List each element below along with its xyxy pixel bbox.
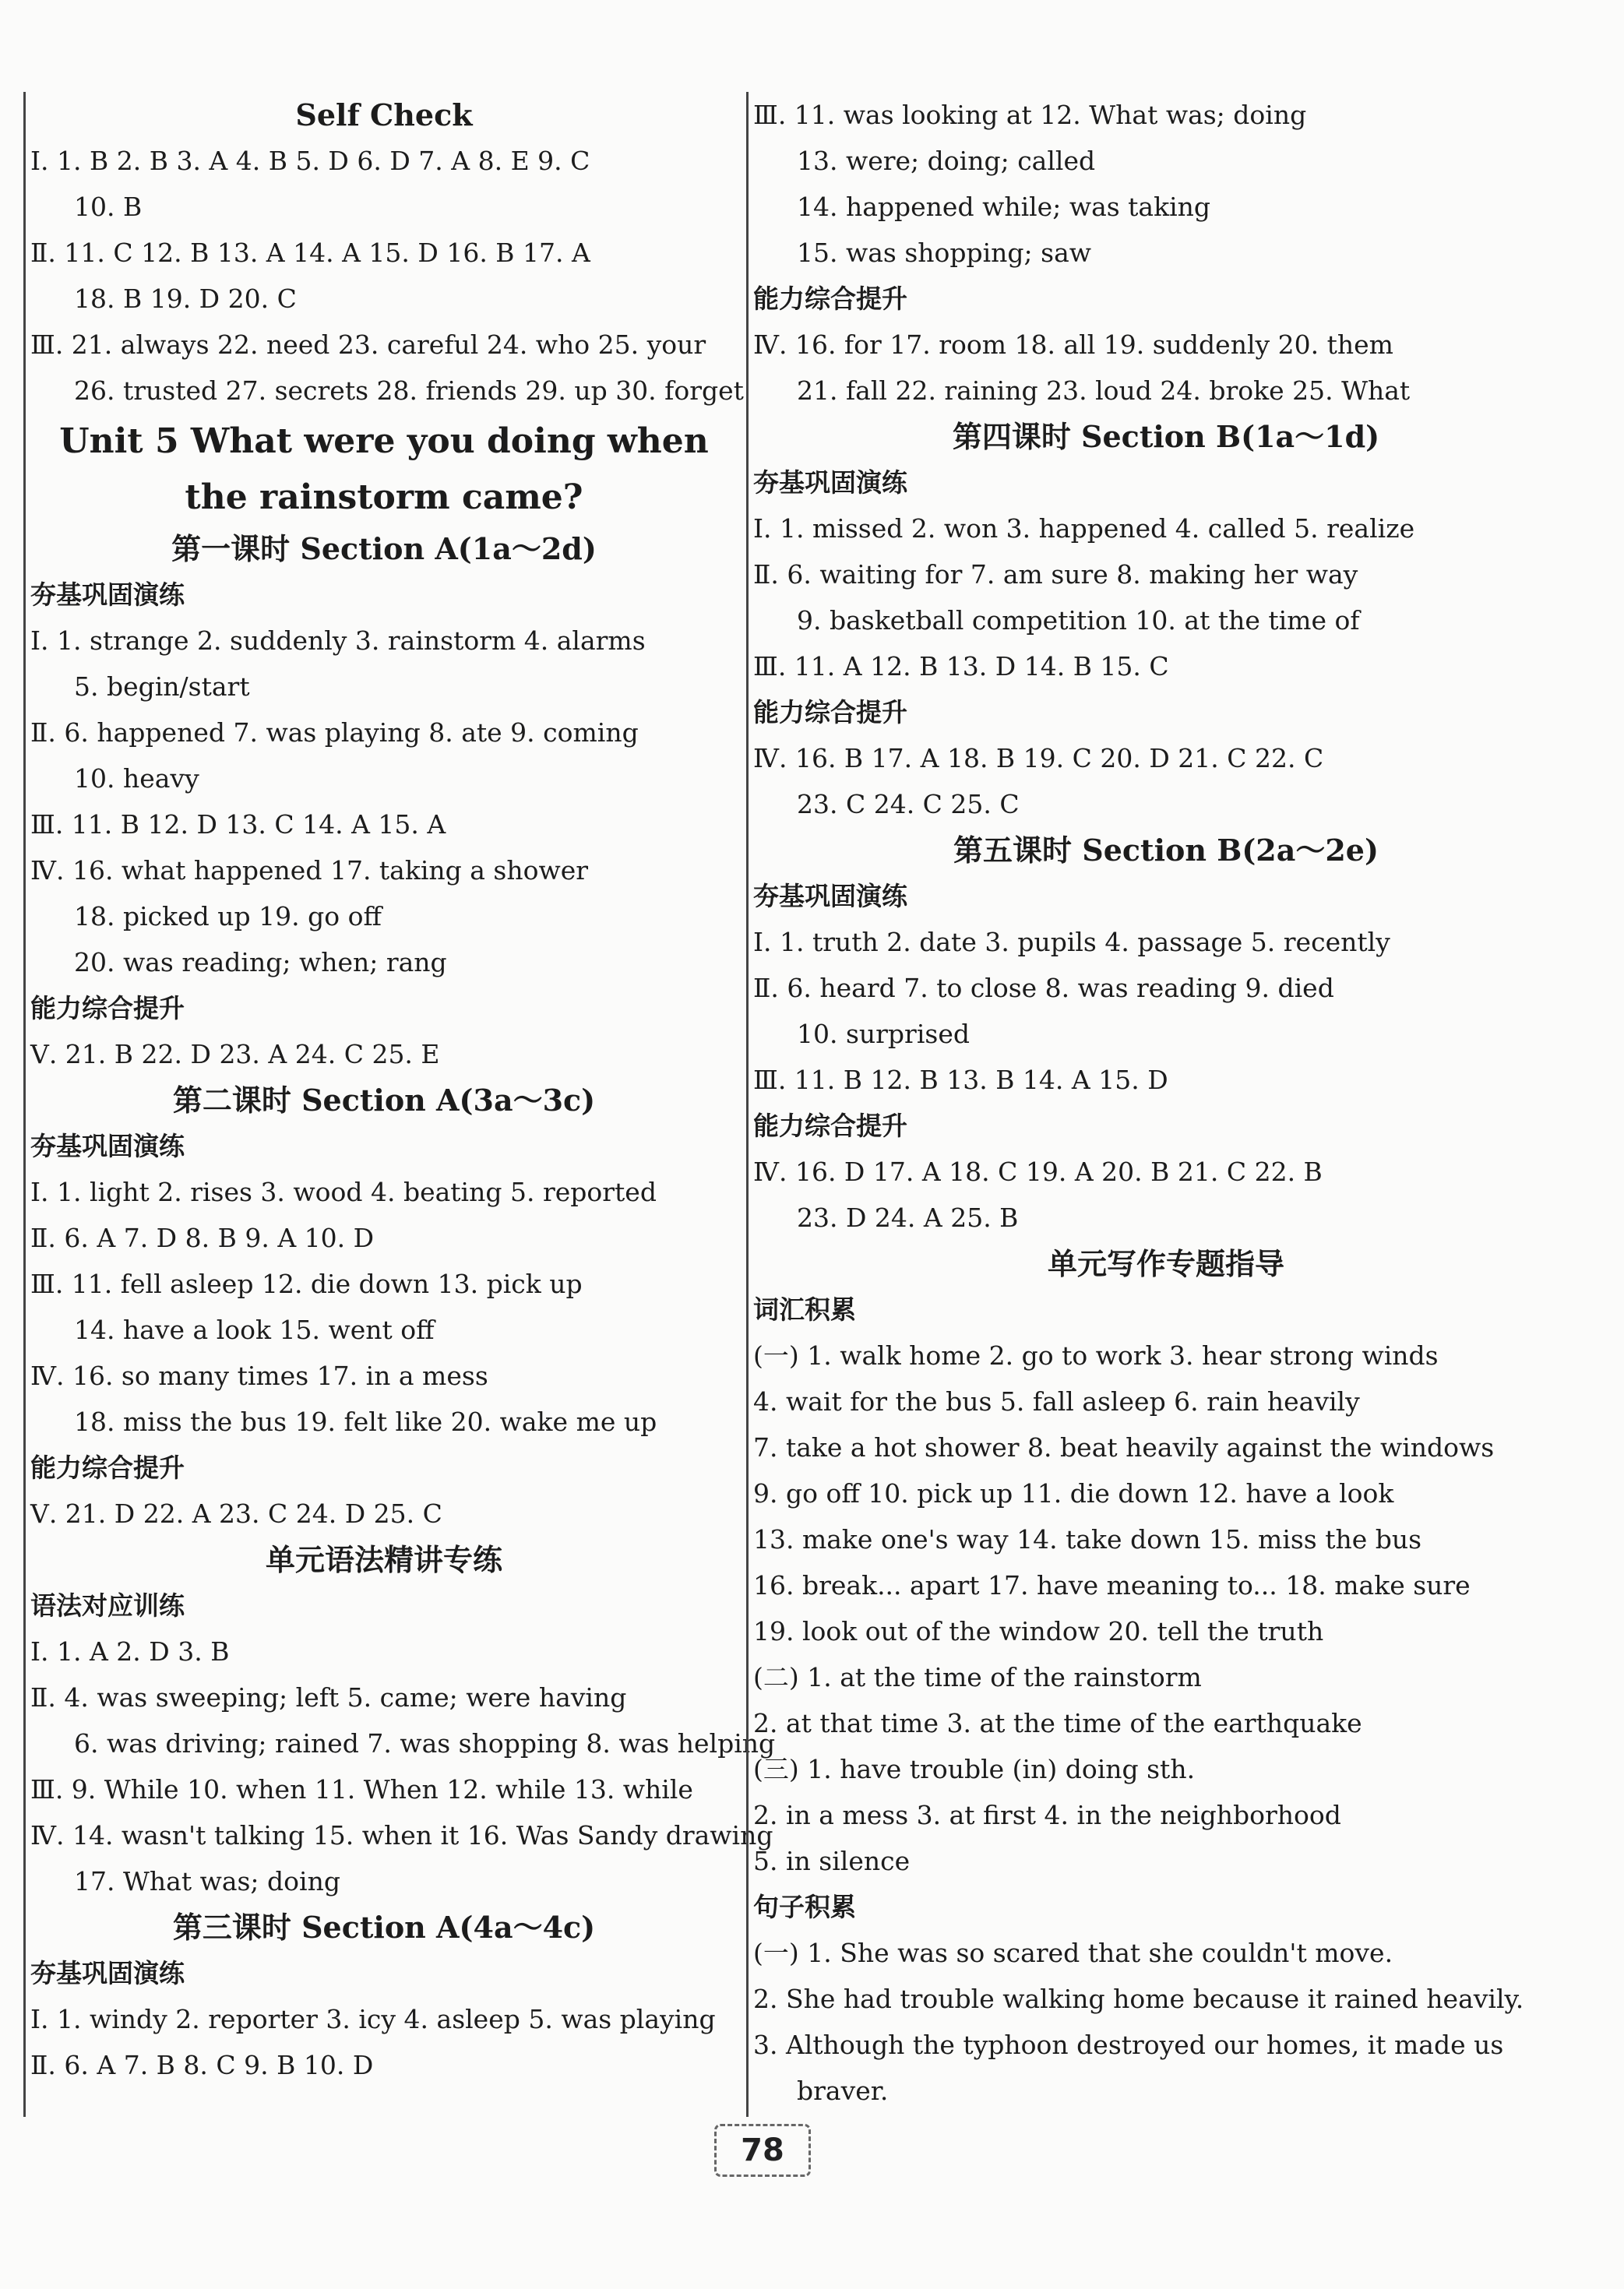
section-heading: 第五课时 Section B(2a～2e) [953, 833, 1379, 868]
answer-line: Ⅲ. 11. B 12. D 13. C 14. A 15. A [30, 809, 446, 840]
answer-line: 7. take a hot shower 8. beat heavily against the windows [753, 1432, 1495, 1463]
answer-line: Ⅱ. 4. was sweeping; left 5. came; were having [30, 1682, 627, 1713]
answer-line: 10. heavy [74, 763, 199, 794]
answer-line: Ⅳ. 16. D 17. A 18. C 19. A 20. B 21. C 22. B [753, 1157, 1323, 1187]
answer-line: 18. picked up 19. go off [74, 901, 382, 931]
answer-line: 9. basketball competition 10. at the time of [797, 605, 1360, 636]
answer-line: Ⅳ. 16. so many times 17. in a mess [30, 1361, 488, 1391]
answer-line: Ⅰ. 1. truth 2. date 3. pupils 4. passage 5. recently [753, 927, 1390, 957]
answer-line: Ⅳ. 16. B 17. A 18. B 19. C 20. D 21. C 22. C [753, 743, 1324, 773]
section-heading: Self Check [295, 97, 473, 132]
answer-line: 18. B 19. D 20. C [74, 283, 297, 314]
answer-line: Ⅱ. 6. heard 7. to close 8. was reading 9. died [753, 973, 1334, 1003]
subsection-label: 能力综合提升 [30, 993, 185, 1023]
answer-line: (三) 1. have trouble (in) doing sth. [753, 1754, 1196, 1784]
answer-line: 23. D 24. A 25. B [797, 1203, 1019, 1233]
section-heading: 第二课时 Section A(3a～3c) [172, 1083, 596, 1118]
subsection-label: 语法对应训练 [30, 1590, 185, 1621]
answer-line: 2. at that time 3. at the time of the earthquake [753, 1708, 1362, 1738]
answer-line: 15. was shopping; saw [797, 238, 1092, 268]
section-heading: 第四课时 Section B(1a～1d) [952, 419, 1380, 454]
answer-line: 10. surprised [797, 1019, 970, 1049]
answer-line: Ⅳ. 16. for 17. room 18. all 19. suddenly 20. them [753, 329, 1393, 360]
subsection-label: 夯基巩固演练 [30, 1958, 185, 1988]
answer-line: 2. in a mess 3. at first 4. in the neighborhood [753, 1800, 1341, 1830]
answer-line: 9. go off 10. pick up 11. die down 12. have a look [753, 1478, 1394, 1509]
page-number: 78 [714, 2124, 811, 2177]
subsection-label: 能力综合提升 [753, 697, 907, 727]
section-heading: 单元语法精讲专练 [265, 1542, 502, 1577]
answer-line: Ⅴ. 21. D 22. A 23. C 24. D 25. C [30, 1498, 442, 1529]
subsection-label: 夯基巩固演练 [753, 467, 907, 498]
answer-line: Ⅴ. 21. B 22. D 23. A 24. C 25. E [30, 1039, 440, 1069]
answer-line: 5. in silence [753, 1846, 911, 1876]
left-column [23, 92, 776, 2117]
answer-line: Ⅲ. 11. was looking at 12. What was; doing [753, 100, 1307, 130]
answer-line: 26. trusted 27. secrets 28. friends 29. up 30. forget [74, 375, 744, 406]
answer-line: 13. make one's way 14. take down 15. miss the bus [753, 1524, 1422, 1555]
answer-line: Ⅰ. 1. A 2. D 3. B [30, 1636, 230, 1667]
answer-line: braver. [797, 2076, 889, 2106]
unit-title: the rainstorm came? [185, 477, 583, 517]
answer-line: Ⅲ. 11. fell asleep 12. die down 13. pick up [30, 1269, 583, 1299]
answer-line: 5. begin/start [74, 671, 250, 702]
answer-line: Ⅳ. 16. what happened 17. taking a shower [30, 855, 589, 886]
right-column [746, 92, 1579, 2117]
answer-line: 3. Although the typhoon destroyed our homes, it made us [753, 2030, 1504, 2060]
answer-line: (二) 1. at the time of the rainstorm [753, 1662, 1202, 1692]
answer-line: Ⅰ. 1. B 2. B 3. A 4. B 5. D 6. D 7. A 8. E 9. C [30, 146, 590, 176]
answer-line: 21. fall 22. raining 23. loud 24. broke 25. What [797, 375, 1411, 406]
answer-line: Ⅱ. 6. A 7. D 8. B 9. A 10. D [30, 1223, 375, 1253]
answer-line: Ⅱ. 11. C 12. B 13. A 14. A 15. D 16. B 17. A [30, 238, 590, 268]
answer-line: Ⅱ. 6. happened 7. was playing 8. ate 9. coming [30, 717, 639, 748]
subsection-label: 夯基巩固演练 [753, 881, 907, 911]
answer-line: Ⅱ. 6. A 7. B 8. C 9. B 10. D [30, 2050, 374, 2080]
answer-line: 14. have a look 15. went off [74, 1315, 435, 1345]
answer-line: Ⅲ. 11. B 12. B 13. B 14. A 15. D [753, 1065, 1168, 1095]
answer-line: 2. She had trouble walking home because it rained heavily. [753, 1984, 1524, 2014]
subsection-label: 能力综合提升 [30, 1453, 185, 1483]
subsection-label: 句子积累 [753, 1892, 856, 1922]
answer-line: Ⅳ. 14. wasn't talking 15. when it 16. Was Sandy drawing [30, 1820, 773, 1851]
answer-line: Ⅰ. 1. strange 2. suddenly 3. rainstorm 4. alarms [30, 625, 646, 656]
subsection-label: 词汇积累 [753, 1294, 856, 1325]
section-heading: 第一课时 Section A(1a～2d) [171, 531, 597, 566]
answer-line: 20. was reading; when; rang [74, 947, 447, 977]
answer-line: (一) 1. She was so scared that she couldn't move. [753, 1938, 1393, 1968]
section-heading: 单元写作专题指导 [1047, 1246, 1284, 1281]
answer-line: Ⅰ. 1. windy 2. reporter 3. icy 4. asleep 5. was playing [30, 2004, 716, 2034]
answer-line: Ⅲ. 11. A 12. B 13. D 14. B 15. C [753, 651, 1169, 681]
answer-line: Ⅱ. 6. waiting for 7. am sure 8. making her way [753, 559, 1358, 590]
answer-line: 18. miss the bus 19. felt like 20. wake me up [74, 1407, 657, 1437]
answer-line: 19. look out of the window 20. tell the truth [753, 1616, 1324, 1646]
answer-line: Ⅲ. 21. always 22. need 23. careful 24. who 25. your [30, 329, 706, 360]
answer-line: 10. B [74, 192, 143, 222]
answer-line: 16. break... apart 17. have meaning to... 18. make sure [753, 1570, 1471, 1601]
answer-line: (一) 1. walk home 2. go to work 3. hear strong winds [753, 1340, 1439, 1371]
answer-line: 6. was driving; rained 7. was shopping 8. was helping [74, 1728, 776, 1759]
subsection-label: 夯基巩固演练 [30, 1131, 185, 1161]
answer-line: 4. wait for the bus 5. fall asleep 6. rain heavily [753, 1386, 1360, 1417]
answer-line: 17. What was; doing [74, 1866, 340, 1896]
section-heading: 第三课时 Section A(4a～4c) [172, 1910, 596, 1945]
subsection-label: 能力综合提升 [753, 283, 907, 314]
answer-line: Ⅰ. 1. missed 2. won 3. happened 4. called 5. realize [753, 513, 1415, 544]
unit-title: Unit 5 What were you doing when [59, 421, 709, 461]
answer-line: 13. were; doing; called [797, 146, 1096, 176]
answer-line: 23. C 24. C 25. C [797, 789, 1020, 819]
subsection-label: 能力综合提升 [753, 1111, 907, 1141]
answer-line: Ⅲ. 9. While 10. when 11. When 12. while 13. while [30, 1774, 693, 1805]
answer-line: 14. happened while; was taking [797, 192, 1211, 222]
answer-line: Ⅰ. 1. light 2. rises 3. wood 4. beating 5. reported [30, 1177, 657, 1207]
subsection-label: 夯基巩固演练 [30, 579, 185, 610]
